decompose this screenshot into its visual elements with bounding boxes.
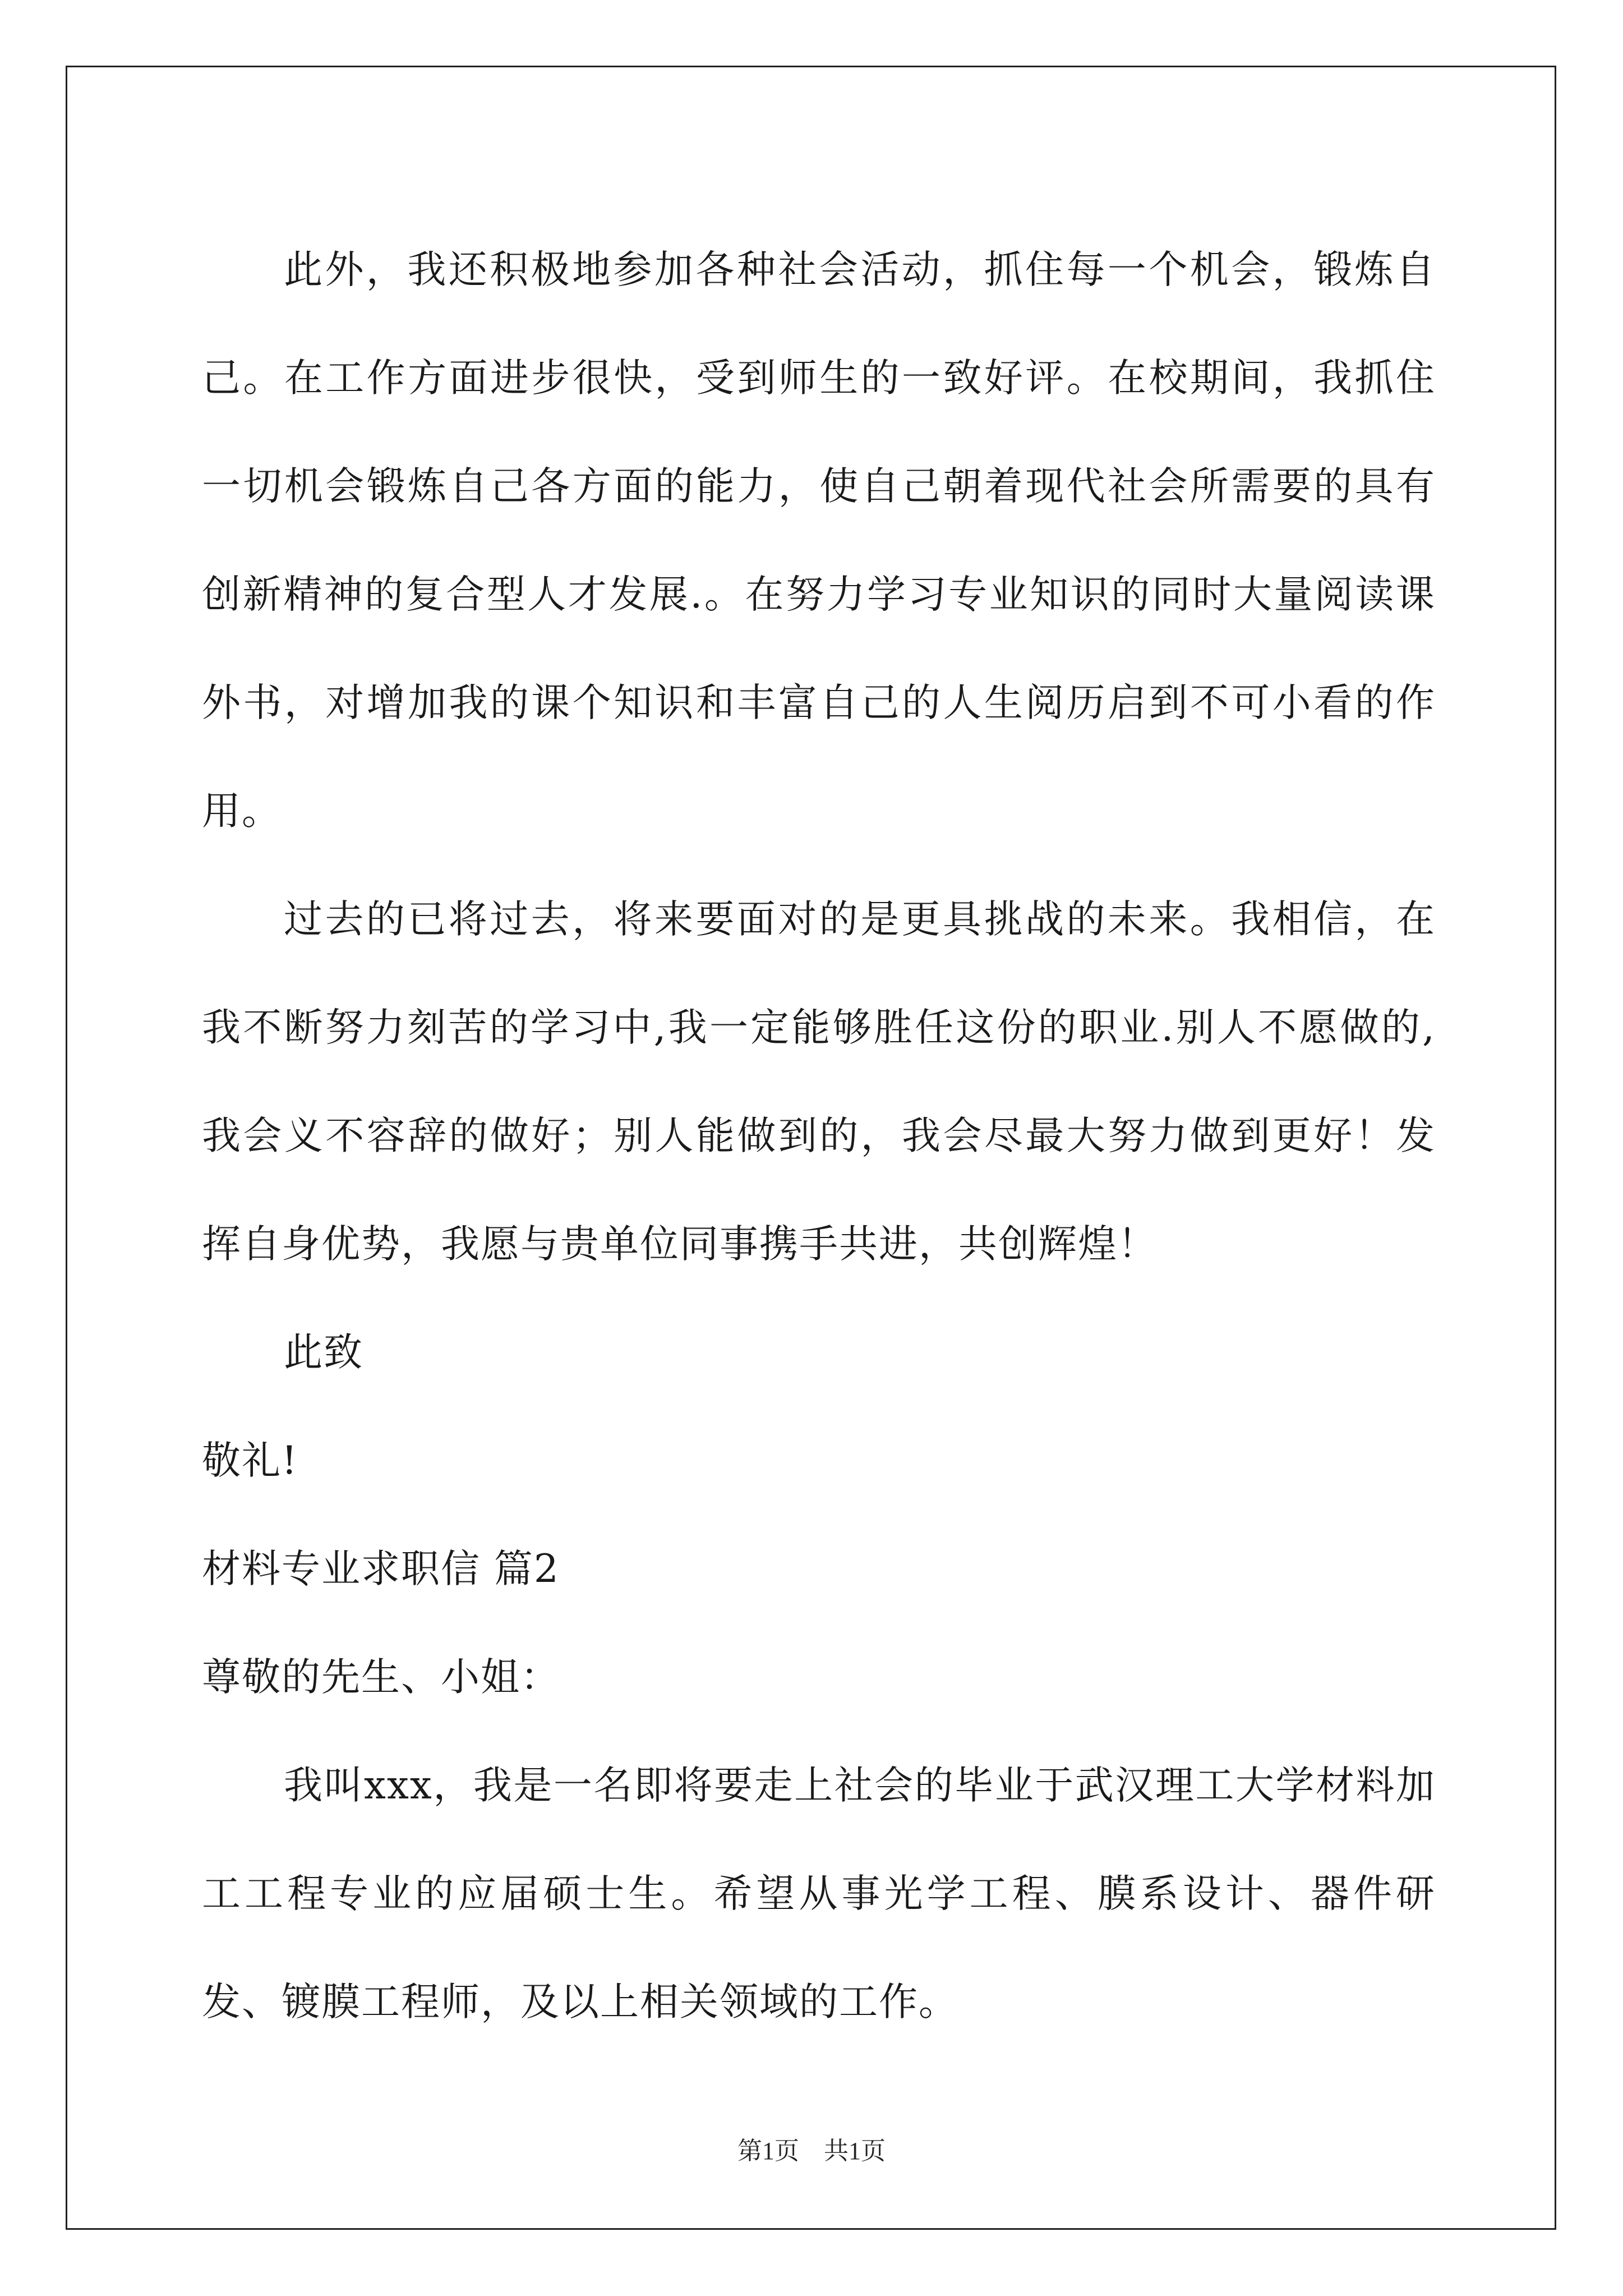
letter-greeting: 尊敬的先生、小姐： xyxy=(202,1655,560,1700)
paragraph-introduction: 我叫xxx，我是一名即将要走上社会的毕业于武汉理工大学材料加工工程专业的应届硕士生。希望从事光学工程、膜系设计、器件研发、镀膜工程师，及以上相关领域的工作。 xyxy=(202,1763,1436,2024)
closing-salutation: 此致 xyxy=(284,1330,363,1375)
section-heading: 材料专业求职信 篇2 xyxy=(202,1547,560,1591)
paragraph-future: 过去的已将过去，将来要面对的是更具挑战的未来。我相信，在我不断努力刻苦的学习中,我一定能够胜任这份的职业.别人不愿做的,我会义不容辞的做好；别人能做到的，我会尽最大努力做到更好！发挥自身优势，我愿与贵单位同事携手共进，共创辉煌！ xyxy=(202,897,1436,1267)
document-body xyxy=(202,216,1436,2056)
page-number-footer: 第1页 共1页 xyxy=(737,2137,886,2165)
paragraph-activities: 此外，我还积极地参加各种社会活动，抓住每一个机会，锻炼自己。在工作方面进步很快，受到师生的一致好评。在校期间，我抓住一切机会锻炼自己各方面的能力，使自己朝着现代社会所需要的具有创新精神的复合型人才发展.。在努力学习专业知识的同时大量阅读课外书，对增加我的课个知识和丰富自己的人生阅历启到不可小看的作用。 xyxy=(202,247,1436,834)
closing-regards: 敬礼! xyxy=(202,1438,298,1483)
